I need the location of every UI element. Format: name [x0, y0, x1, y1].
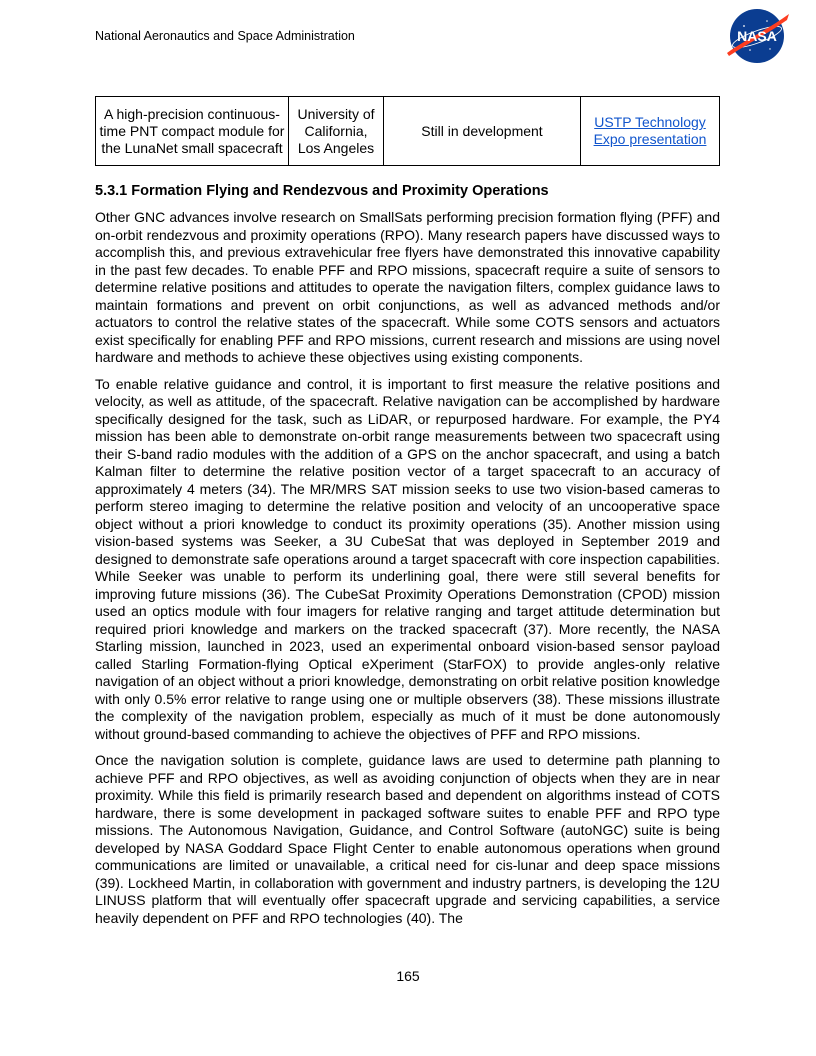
developer-cell: University of California, Los Angeles: [289, 97, 384, 166]
link-cell: [581, 97, 720, 166]
paragraph: To enable relative guidance and control, it is important to first measure the relative positions and velocity, as well as attitude, of the spacecraft. Relative navigation can be accomplished by hardware specifically designed for the task, such as LiDAR, or repurposed hardware. For example, the PY4 mission has been able to demonstrate on-orbit range measurements between two spacecraft using their S-band radio modules with the addition of a GPS on the anchor spacecraft, and using a batch Kalman filter to determine the relative position vector of a target spacecraft to an accuracy of approximately 4 meters (34). The MR/MRS SAT mission seeks to use two vision-based cameras to perform stereo imaging to determine the relative position and velocity of an uncooperative space object without a priori knowledge to conduct its proximity operations (35). Another mission using vision-based systems was Seeker, a 3U CubeSat that was deployed in September 2019 and designed to demonstrate safe operations around a target spacecraft with core inspection capabilities. While Seeker was unable to perform its underlining goal, there were still several benefits for improving future missions (36). The CubeSat Proximity Operations Demonstration (CPOD) mission used an optics module with four imagers for relative ranging and target attitude determination but required priori knowledge and markers on the tracked spacecraft (37). More recently, the NASA Starling mission, launched in 2023, used an experimental onboard vision-based sensor payload called Starling Formation-flying Optical eXperiment (StarFOX) to provide angles-only relative navigation of an object without a priori knowledge, demonstrating on orbit relative position knowledge with only 0.5% error relative to range using one or multiple observers (38). These missions illustrate the complexity of the navigation problem, especially as much of it must be done autonomously without ground-based commanding to achieve the objectives of PFF and RPO missions.: [95, 375, 720, 742]
paragraph: Once the navigation solution is complete, guidance laws are used to determine path planning to achieve PFF and RPO objectives, as well as avoiding conjunction of objects when they are in near proximity. While this field is primarily research based and dependent on algorithms instead of COTS hardware, there is some development in packaged software suites to enable PFF and RPO type missions. The Autonomous Navigation, Guidance, and Control Software (autoNGC) suite is being developed by NASA Goddard Space Flight Center to enable autonomous operations when ground communications are limited or unavailable, a critical need for cis-lunar and deep space missions (39). Lockheed Martin, in collaboration with government and industry partners, is developing the 12U LINUSS platform that will eventually offer spacecraft upgrade and servicing capabilities, a service heavily dependent on PFF and RPO technologies (40). The: [95, 752, 720, 926]
nasa-logo-text: NASA: [737, 28, 777, 44]
technology-cell: A high-precision continuous-time PNT compact module for the LunaNet small spacecraft: [96, 97, 289, 166]
page-number: 165: [396, 968, 420, 984]
header-organization: National Aeronautics and Space Administration: [95, 29, 355, 43]
nasa-logo-star: [766, 20, 768, 22]
presentation-link[interactable]: USTP Technology Expo presentation: [593, 114, 707, 147]
status-cell: Still in development: [384, 97, 581, 166]
nasa-logo: [723, 8, 791, 64]
nasa-logo-star: [769, 48, 770, 49]
table-row: [96, 97, 720, 166]
nasa-logo-star: [743, 25, 745, 27]
section-body: [95, 209, 720, 936]
technology-table: [95, 96, 720, 166]
paragraph: Other GNC advances involve research on SmallSats performing precision formation flying (PFF) and on-orbit rendezvous and proximity operations (RPO). Many research papers have discussed ways to accomplish this, and previous extravehicular free flyers have demonstrated this innovative capability in the past few decades. To enable PFF and RPO missions, spacecraft require a suite of sensors to determine relative positions and attitudes to operate the navigation filters, complex guidance laws to maintain formations and prevent on orbit conjunctions, as well as advanced methods and/or actuators to control the relative states of the spacecraft. While some COTS sensors and actuators exist specifically for enabling PFF and RPO missions, current research and missions are using novel hardware and methods to achieve these objectives using existing components.: [95, 209, 720, 365]
nasa-logo-star: [749, 49, 751, 51]
section-heading: 5.3.1 Formation Flying and Rendezvous and Proximity Operations: [95, 183, 549, 199]
